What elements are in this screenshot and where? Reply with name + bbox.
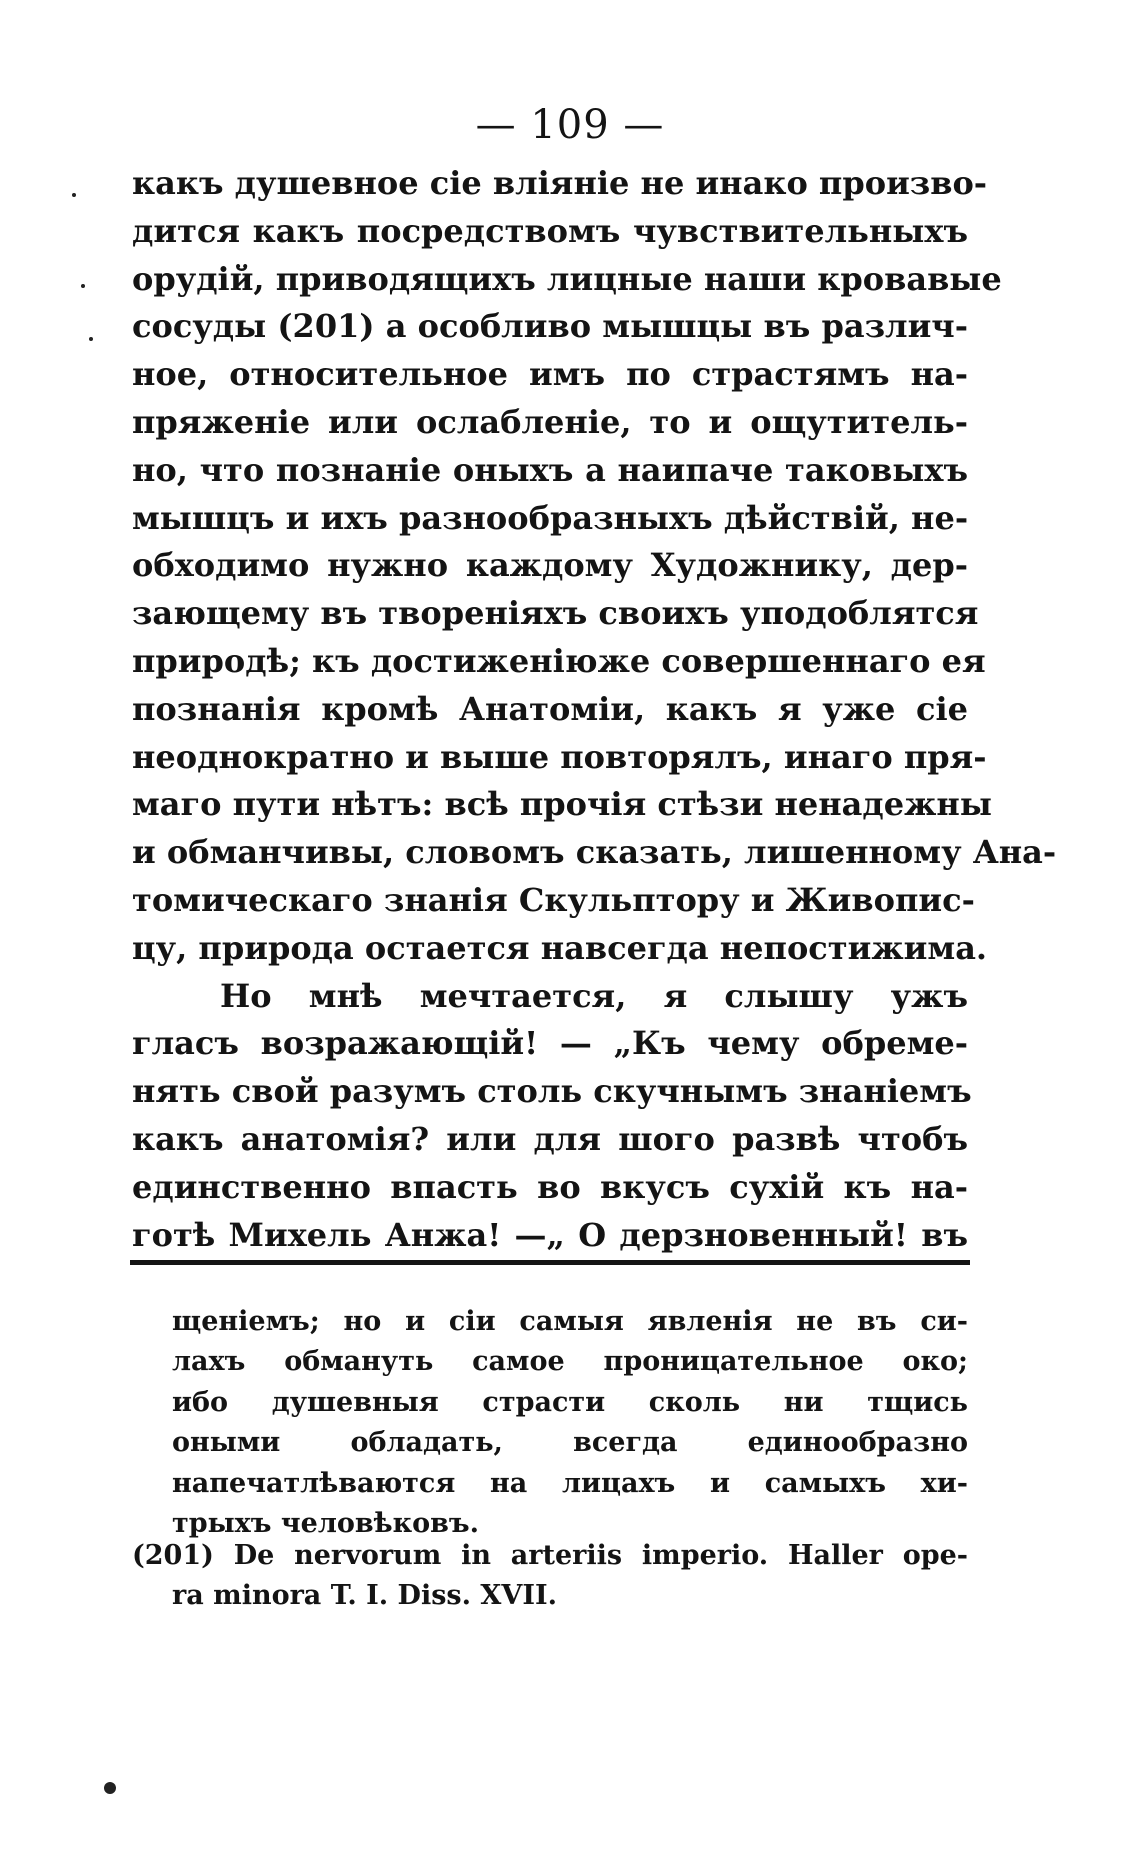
main-text-line: сосуды (201) а особливо мышцы въ различ- [132,307,968,346]
main-text-line: природѣ; къ достиженіюже совершеннаго ея [132,641,986,680]
footnote-line: оными обладать, всегда единообразно [172,1427,968,1459]
main-text-line: неоднократно и выше повторялъ, инаго пря- [132,737,987,776]
footnote-201 [132,1536,968,1617]
main-text-line: какъ душевное сіе вліяніе не инако произво- [132,164,988,202]
main-text-line: маго пути нѣтъ: всѣ прочія стѣзи ненадежны [132,785,992,824]
main-text-line: единственно впасть во вкусъ сухій къ на- [132,1167,968,1206]
main-text-line: пряженіе или ослабленіе, то и ощутитель- [132,402,968,441]
footnote-continuation [172,1302,968,1544]
main-text-line: мышцъ и ихъ разнообразныхъ дѣйствій, не- [132,498,969,537]
main-text-line: ное, относительное имъ по страстямъ на- [132,355,968,394]
main-text-line: дится какъ посредствомъ чувствительныхъ [132,211,968,250]
footnote-line: лахъ обмануть самое проницательное око; [172,1346,968,1378]
footnote-line: щеніемъ; но и сіи самыя явленія не въ си- [172,1306,968,1337]
ink-speck [72,193,76,197]
main-text-block [132,160,1057,1259]
footnote-line: ra minora T. I. Diss. XVII. [172,1580,557,1612]
main-text-line: орудій, приводящихъ лицные наши кровавые [132,259,1002,298]
main-text-line: обходимо нужно каждому Художнику, дер- [132,546,968,585]
main-text-line: томическаго знанія Скульптору и Живопис- [132,880,975,919]
footnote-line: напечатлѣваются на лицахъ и самыхъ хи- [172,1467,968,1499]
paragraph-start-line: Но мнѣ мечтается, я слышу ужъ [220,976,968,1015]
footnote-line: (201) De nervorum in arteriis imperio. Haller ope- [132,1540,968,1571]
main-text-line: познанія кромѣ Анатоміи, какъ я уже сіе [132,689,968,728]
main-text-line: и обманчивы, словомъ сказать, лишенному Ана- [132,833,1057,872]
main-text-line: какъ анатомія? или для шого развѣ чтобъ [132,1119,968,1158]
main-text-line: готѣ Михель Анжа! —„ О дерзновенный! въ [132,1215,968,1254]
ink-speck [81,284,85,288]
main-text-line: гласъ возражающій! — „Къ чему обреме- [132,1024,968,1063]
footnote-line: ибо душевныя страсти сколь ни тщись [172,1386,968,1418]
ink-speck [104,1782,116,1794]
main-text-line: зающему въ твореніяхъ своихъ уподоблятся [132,594,979,633]
ink-speck [89,337,93,341]
main-text-line: но, что познаніе оныхъ а наипаче таковыхъ [132,450,968,489]
footnote-line: трыхъ человѣковъ. [172,1507,479,1539]
page-number: — 109 — [475,102,665,148]
main-text-line: цу, природа остается навсегда непостижима. [132,928,988,967]
main-text-line: нять свой разумъ столь скучнымъ знаніемъ [132,1072,972,1111]
footnote-separator-rule [130,1260,970,1265]
